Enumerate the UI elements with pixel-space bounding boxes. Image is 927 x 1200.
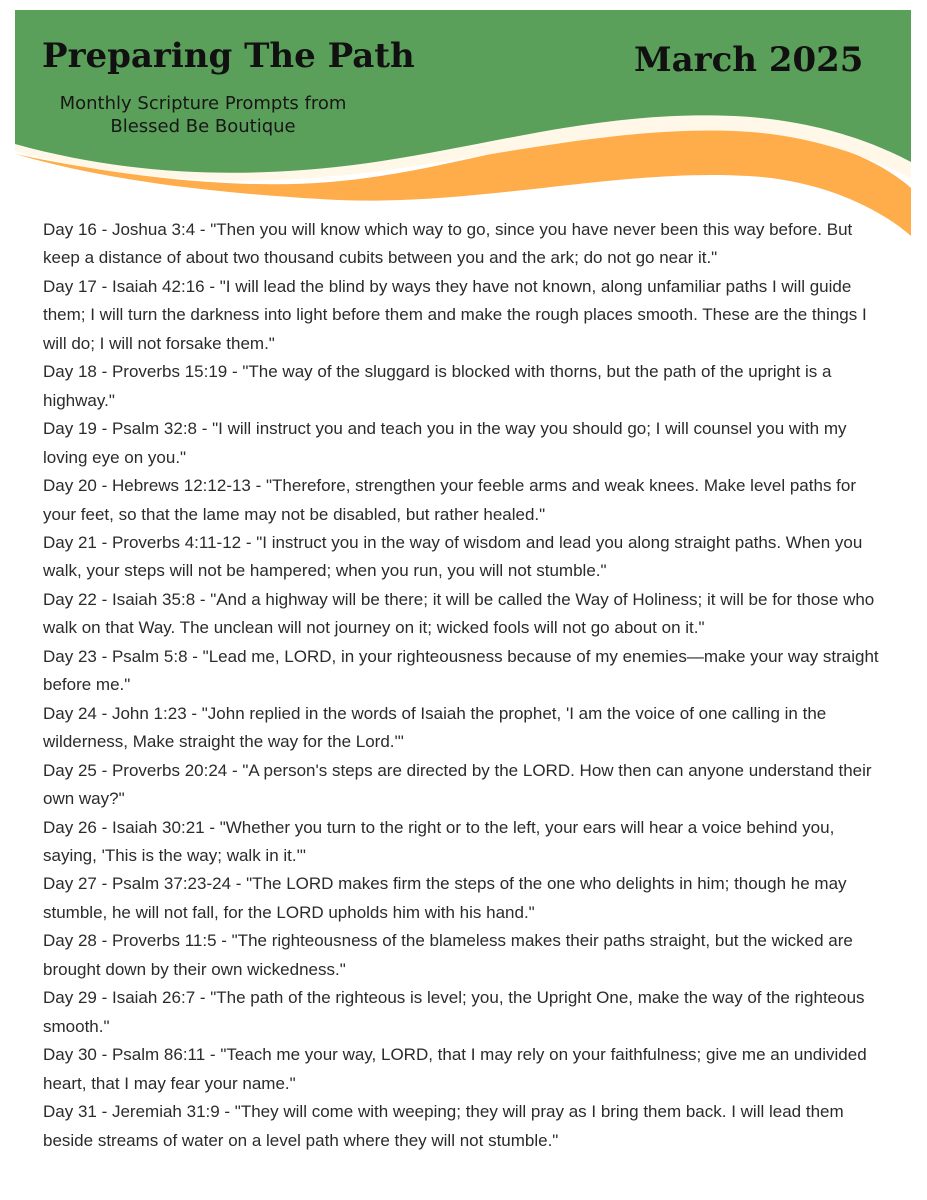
scripture-entry-day-30: Day 30 - Psalm 86:11 - "Teach me your way, LORD, that I may rely on your faithfulness; give me an undivided heart, that I may fear your name." (43, 1045, 867, 1093)
scripture-list (43, 216, 883, 1155)
scripture-entry-day-16: Day 16 - Joshua 3:4 - "Then you will know which way to go, since you have never been this way before. But keep a distance of about two thousand cubits between you and the ark; do not go near it." (43, 220, 853, 268)
page-title: Preparing The Path (42, 36, 415, 76)
subtitle-line: Monthly Scripture Prompts from (59, 93, 347, 114)
scripture-entry-day-17: Day 17 - Isaiah 42:16 - "I will lead the blind by ways they have not known, along unfamiliar paths I will guide them; I will turn the darkness into light before them and make the rough places smooth. These are the things I will do; I will not forsake them." (43, 276, 867, 353)
month-label: March 2025 (634, 40, 864, 80)
scripture-entry-day-22: Day 22 - Isaiah 35:8 - "And a highway will be there; it will be called the Way of Holiness; it will be for those who walk on that Way. The unclean will not journey on it; wicked fools will not go about on it." (43, 589, 875, 638)
scripture-entry-day-29: Day 29 - Isaiah 26:7 - "The path of the righteous is level; you, the Upright One, make the way of the righteous smooth." (43, 988, 865, 1036)
scripture-entry-day-18: Day 18 - Proverbs 15:19 - "The way of the sluggard is blocked with thorns, but the path of the upright is a highway." (43, 362, 832, 410)
scripture-entry-day-31: Day 31 - Jeremiah 31:9 - "They will come with weeping; they will pray as I bring them back. I will lead them beside streams of water on a level path where they will not stumble." (43, 1102, 844, 1150)
scripture-entry-day-27: Day 27 - Psalm 37:23-24 - "The LORD makes firm the steps of the one who delights in him; though he may stumble, he will not fall, for the LORD upholds him with his hand." (43, 874, 847, 922)
scripture-entry-day-24: Day 24 - John 1:23 - "John replied in the words of Isaiah the prophet, 'I am the voice of one calling in the wilderness, Make straight the way for the Lord.'" (43, 703, 827, 752)
scripture-entry-day-25: Day 25 - Proverbs 20:24 - "A person's steps are directed by the LORD. How then can anyone understand their own way?" (43, 760, 872, 809)
scripture-entry-day-23: Day 23 - Psalm 5:8 - "Lead me, LORD, in your righteousness because of my enemies—make your way straight before me." (43, 646, 879, 695)
scripture-entry-day-28: Day 28 - Proverbs 11:5 - "The righteousness of the blameless makes their paths straight, but the wicked are brought down by their own wickedness." (43, 931, 853, 979)
scripture-entry-day-20: Day 20 - Hebrews 12:12-13 - "Therefore, strengthen your feeble arms and weak knees. Make level paths for your feet, so that the lame may not be disabled, but rather healed." (43, 476, 857, 524)
scripture-entry-day-21: Day 21 - Proverbs 4:11-12 - "I instruct you in the way of wisdom and lead you along straight paths. When you walk, your steps will not be hampered; when you run, you will not stumble." (43, 532, 863, 581)
page-header (0, 0, 927, 240)
scripture-entry-day-19: Day 19 - Psalm 32:8 - "I will instruct you and teach you in the way you should go; I will counsel you with my loving eye on you." (43, 419, 847, 467)
subtitle-line: Blessed Be Boutique (110, 116, 296, 137)
subtitle (42, 92, 364, 138)
scripture-entry-day-26: Day 26 - Isaiah 30:21 - "Whether you turn to the right or to the left, your ears will hear a voice behind you, saying, 'This is the way; walk in it.'" (43, 817, 835, 865)
